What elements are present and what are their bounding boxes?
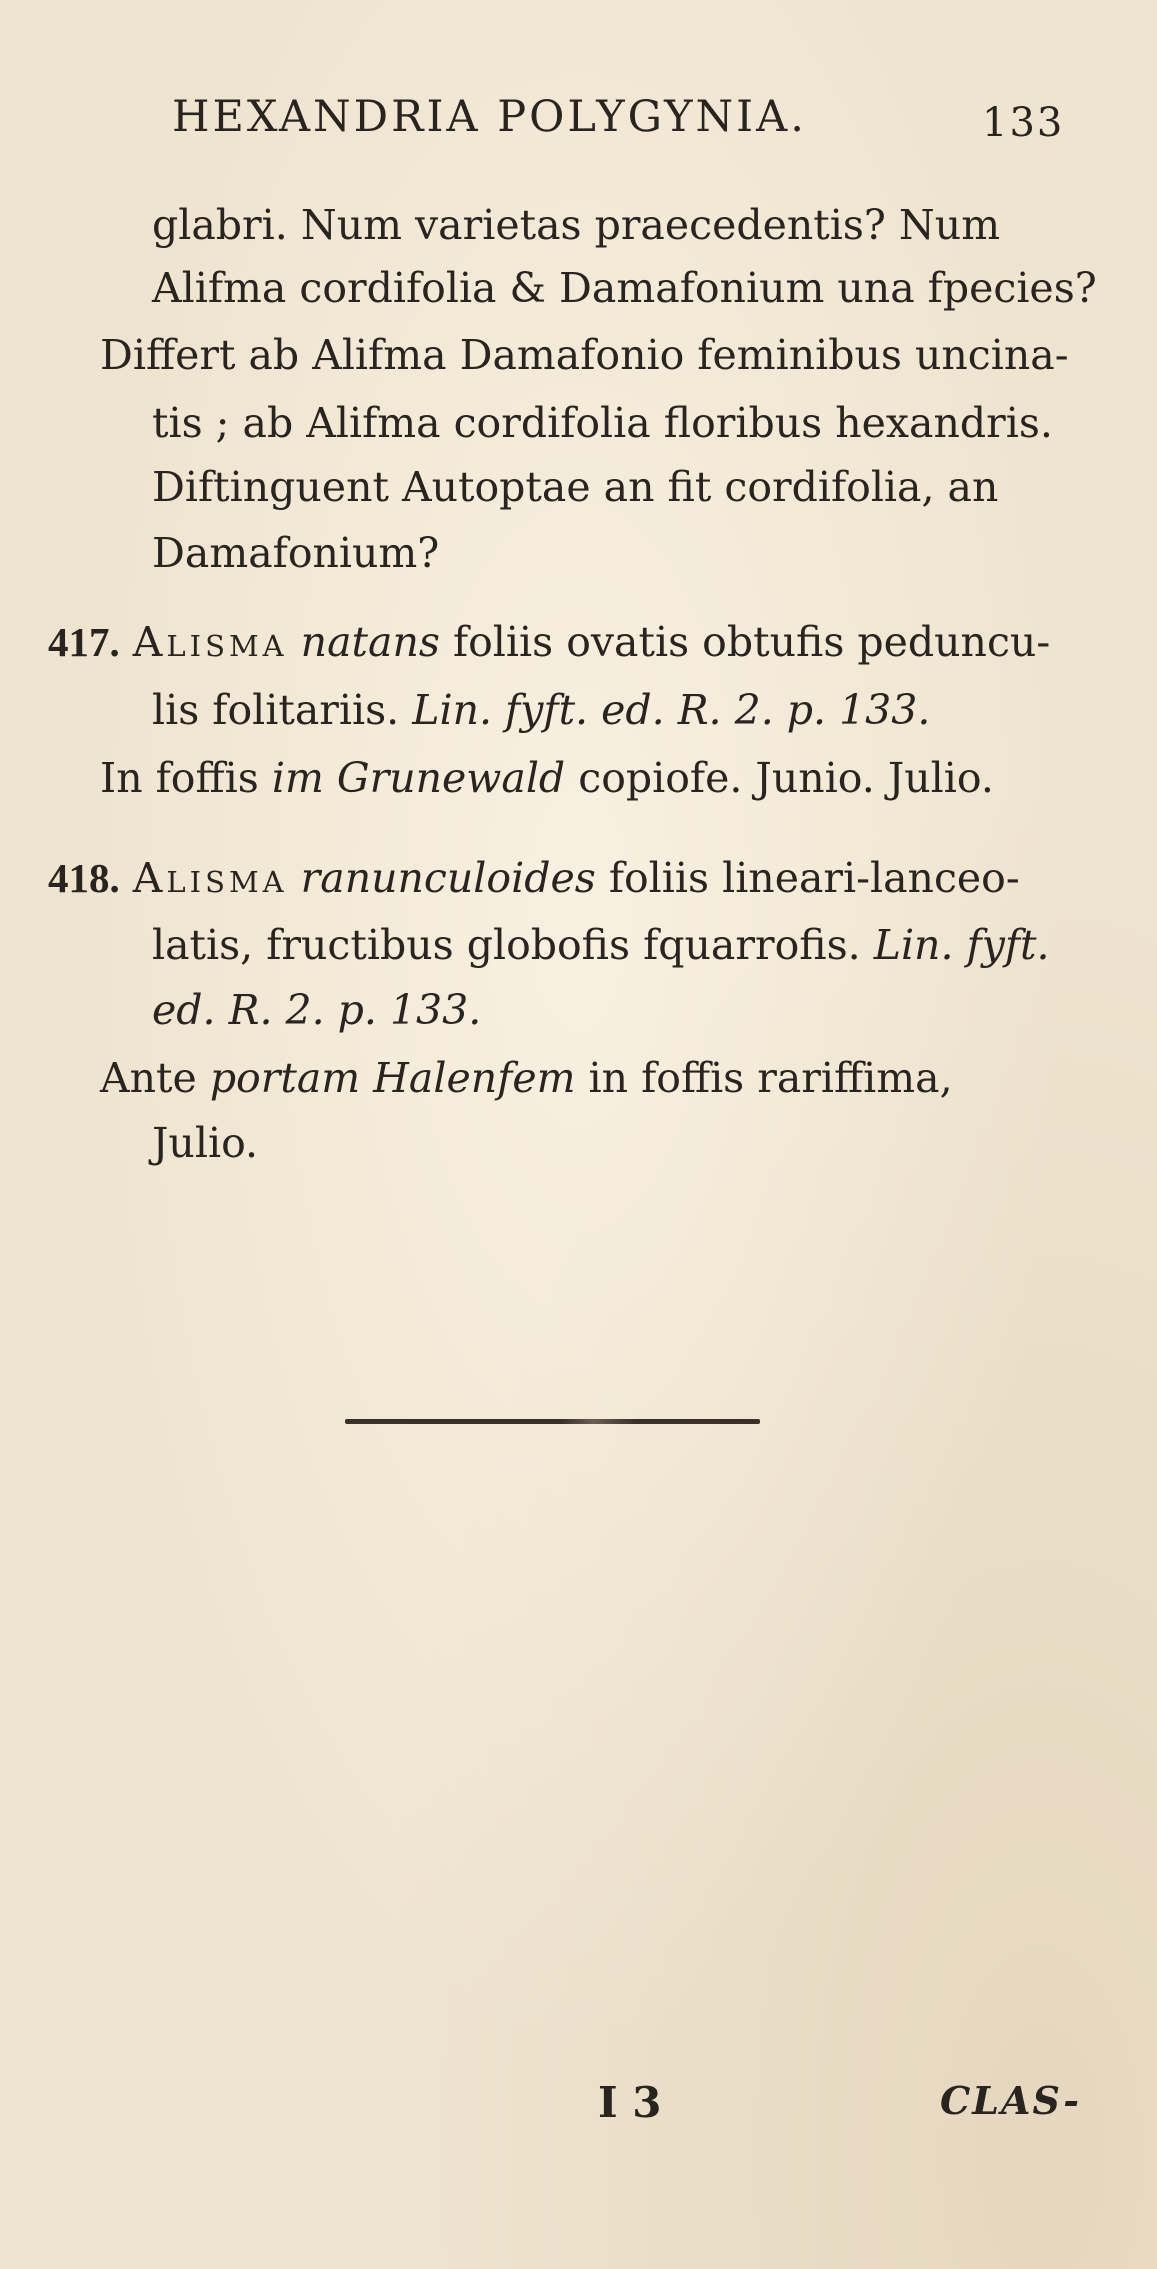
entry-418-number: 418. [48, 855, 120, 901]
entry-417-habitat-post: copiofe. Junio. Julio. [578, 754, 994, 802]
entry-417-description: foliis ovatis obtufis peduncu- [452, 618, 1051, 666]
para2-line2: tis ; ab Alifma cordifolia floribus hexandris. [152, 399, 1053, 447]
para2-line4: Damafonium? [152, 529, 440, 577]
entry-418-line2 [152, 921, 1050, 969]
page-number: 133 [982, 100, 1065, 146]
section-divider-rule [345, 1419, 760, 1424]
para2-line3: Diftinguent Autoptae an fit cordifolia, an [152, 463, 999, 511]
entry-417-reference: Lin. fyft. ed. R. 2. p. 133. [412, 686, 931, 734]
entry-418-description: foliis lineari-lanceo- [608, 854, 1020, 902]
entry-418-habitat [100, 1054, 953, 1102]
para2-line1: Differt ab Alifma Damafonio feminibus uncina- [100, 331, 1069, 379]
running-title: HEXANDRIA POLYGYNIA. [172, 92, 807, 142]
entry-418-habitat-pre: Ante [100, 1054, 197, 1102]
para1-line2: Alifma cordifolia & Damafonium una fpecies? [152, 264, 1097, 312]
entry-418-genus: Alisma [132, 854, 288, 902]
entry-417-habitat-pre: In foffis [100, 754, 259, 802]
entry-418-habitat-place: portam Halenfem [209, 1054, 576, 1102]
entry-418-line1 [48, 854, 1020, 902]
entry-417-line1 [48, 618, 1051, 666]
entry-417-species: natans [300, 618, 440, 666]
entry-417-habitat-place: im Grunewald [271, 754, 566, 802]
entry-418-habitat-post: in foffis rariffima, [588, 1054, 953, 1102]
entry-417-genus: Alisma [132, 618, 288, 666]
entry-417-description-cont: lis folitariis. [152, 686, 400, 734]
para1-line1: glabri. Num varietas praecedentis? Num [152, 201, 1001, 249]
entry-418-habitat-cont: Julio. [152, 1119, 259, 1167]
entry-417-number: 417. [48, 619, 120, 665]
entry-418-reference-cont: ed. R. 2. p. 133. [152, 986, 482, 1034]
catchword: CLAS- [940, 2078, 1082, 2123]
entry-418-description-cont: latis, fructibus globofis fquarrofis. [152, 921, 861, 969]
signature-mark: I 3 [598, 2078, 662, 2127]
entry-417-habitat [100, 754, 994, 802]
entry-418-species: ranunculoides [300, 854, 596, 902]
entry-417-line2 [152, 686, 931, 734]
entry-418-reference: Lin. fyft. [873, 921, 1050, 969]
